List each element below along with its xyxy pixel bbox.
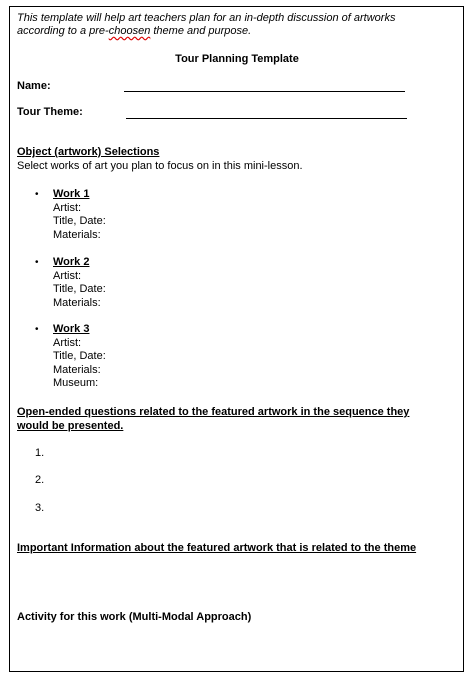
bullet-icon: • — [35, 189, 39, 200]
important-info-heading: Important Information about the featured artwork that is related to the theme — [17, 542, 417, 554]
tour-theme-label: Tour Theme: — [17, 106, 83, 118]
work-3-artist: Artist: — [53, 336, 82, 349]
work-2-artist: Artist: — [53, 269, 82, 282]
misspelled-word: choosen — [108, 25, 151, 37]
question-number: 1. — [35, 447, 45, 459]
questions-heading-line-1: Open-ended questions related to the featured artwork in the sequence they — [17, 406, 410, 418]
work-1-block — [53, 188, 106, 242]
bullet-icon: • — [35, 257, 39, 268]
question-number: 2. — [35, 474, 45, 486]
questions-heading-line-2: would be presented. — [17, 420, 124, 432]
selections-instruction: Select works of art you plan to focus on in this mini-lesson. — [17, 160, 303, 172]
question-number: 3. — [35, 502, 45, 514]
name-label: Name: — [17, 80, 51, 92]
name-line — [124, 91, 405, 92]
work-1-artist: Artist: — [53, 201, 82, 214]
work-1-title: Work 1 — [53, 188, 90, 200]
work-3-title: Work 3 — [53, 323, 90, 335]
work-3-museum: Museum: — [53, 377, 99, 390]
work-3-materials: Materials: — [53, 363, 101, 376]
work-3-title-date: Title, Date: — [53, 350, 106, 363]
work-2-materials: Materials: — [53, 296, 101, 309]
intro-line-1: This template will help art teachers plan for an in-depth discussion of artworks — [17, 12, 396, 24]
activity-heading: Activity for this work (Multi-Modal Approach) — [17, 611, 252, 623]
document-title: Tour Planning Template — [175, 53, 299, 65]
work-1-materials: Materials: — [53, 228, 101, 241]
intro-line-2-end: theme and purpose. — [150, 25, 252, 37]
work-1-title-date: Title, Date: — [53, 215, 106, 228]
intro-line-2 — [17, 25, 251, 38]
work-2-title: Work 2 — [53, 256, 90, 268]
selections-heading: Object (artwork) Selections — [17, 146, 160, 158]
work-3-block — [53, 323, 106, 391]
bullet-icon: • — [35, 324, 39, 335]
intro-line-2-start: according to a pre- — [17, 25, 109, 37]
tour-theme-line — [126, 118, 407, 119]
work-2-block — [53, 256, 106, 310]
work-2-title-date: Title, Date: — [53, 283, 106, 296]
